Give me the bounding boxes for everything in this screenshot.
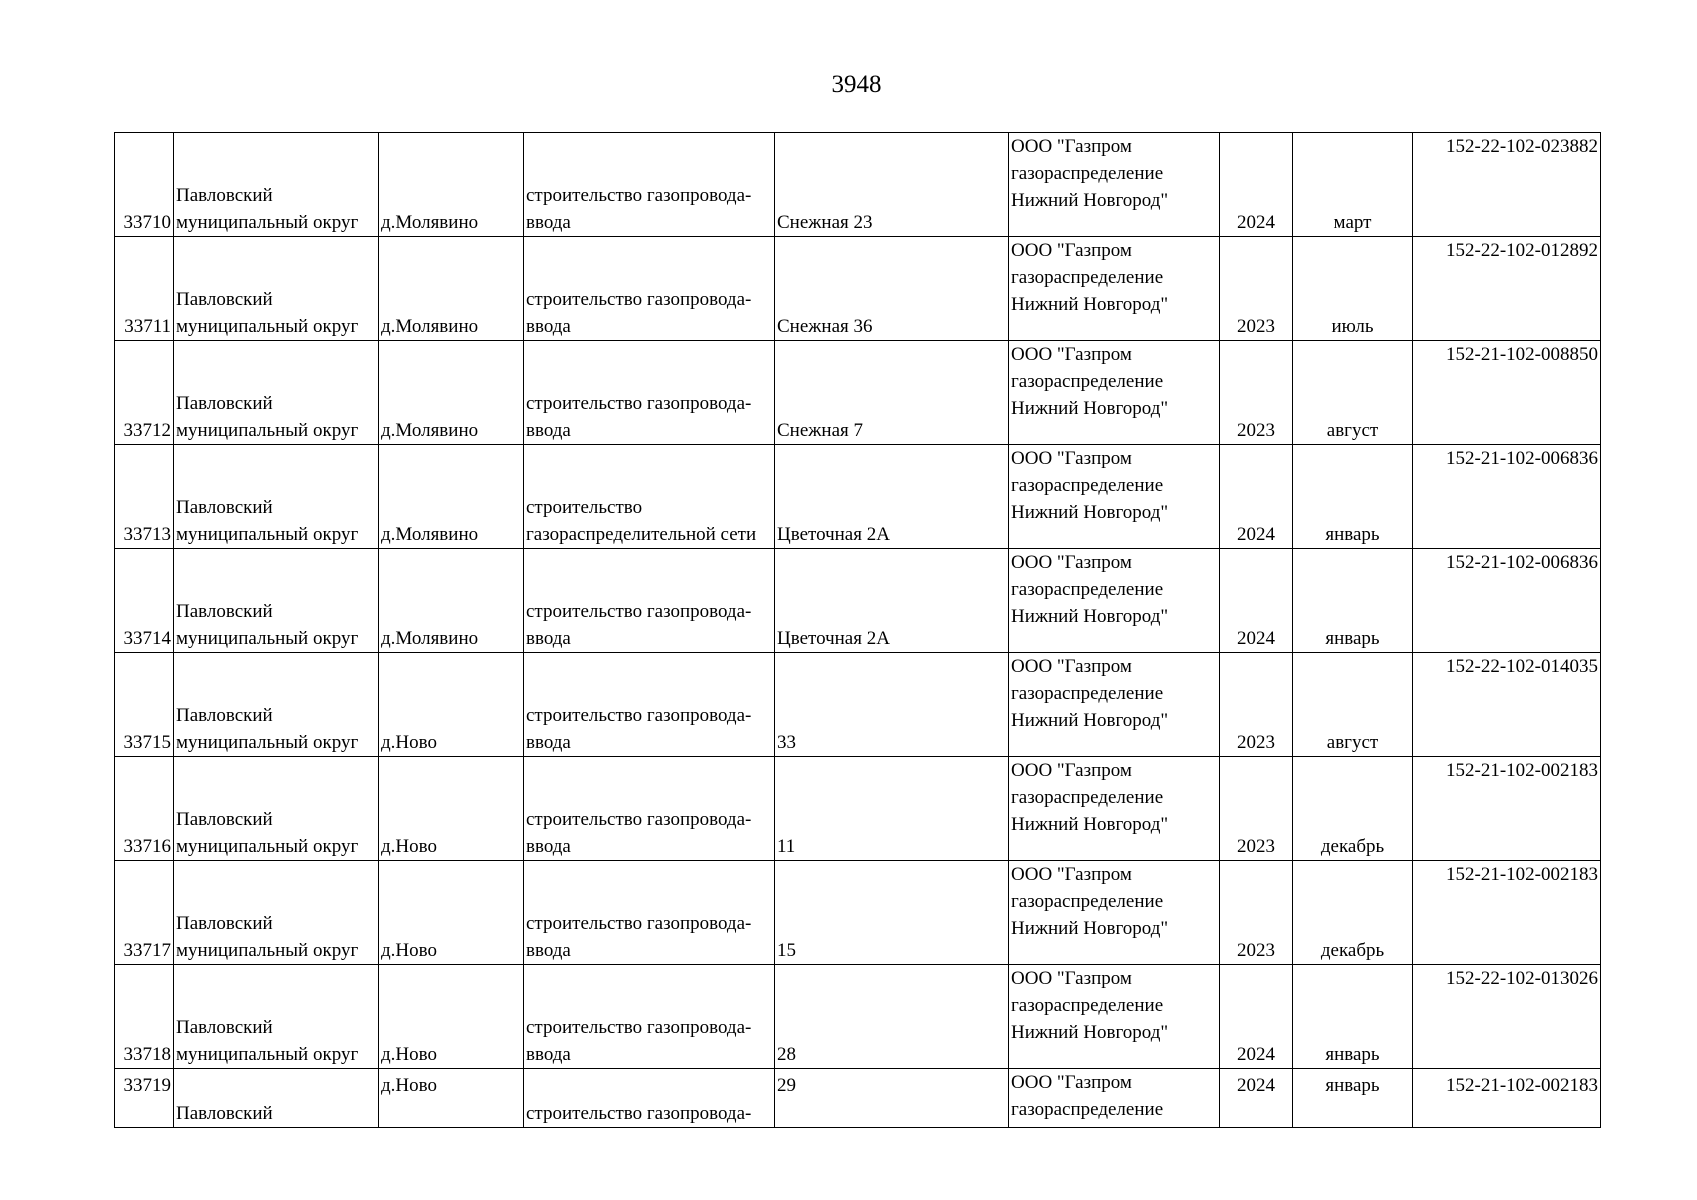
organization-cell	[1009, 757, 1220, 861]
row-id-cell: 33711	[115, 237, 174, 341]
work-type-cell-line: ввода	[526, 420, 571, 441]
work-type-cell-line: строительство газопровода-	[526, 289, 752, 310]
organization-cell	[1009, 861, 1220, 965]
organization-cell-line: ООО "Газпром	[1011, 344, 1132, 365]
organization-cell-line: ООО "Газпром	[1011, 1072, 1132, 1093]
organization-cell-line: ООО "Газпром	[1011, 760, 1132, 781]
district-cell-line: Павловский	[176, 601, 273, 622]
table-row	[115, 861, 1601, 965]
locality-cell: д.Молявино	[379, 341, 524, 445]
district-cell-line: муниципальный округ	[176, 524, 359, 545]
work-type-cell	[524, 549, 775, 653]
work-type-cell-line: ввода	[526, 940, 571, 961]
work-type-cell-line: строительство газопровода-	[526, 1017, 752, 1038]
work-type-cell-line: ввода	[526, 212, 571, 233]
table-row	[115, 445, 1601, 549]
district-cell	[174, 965, 379, 1069]
year-cell: 2024	[1220, 133, 1293, 237]
work-type-cell	[524, 445, 775, 549]
registry-number-cell: 152-21-102-006836	[1413, 549, 1601, 653]
locality-cell: д.Ново	[379, 653, 524, 757]
organization-cell-line: Нижний Новгород"	[1011, 1022, 1169, 1043]
district-cell-line: муниципальный округ	[176, 420, 359, 441]
organization-cell	[1009, 237, 1220, 341]
organization-cell-line: Нижний Новгород"	[1011, 606, 1169, 627]
locality-cell: д.Молявино	[379, 549, 524, 653]
row-id-cell: 33712	[115, 341, 174, 445]
registry-number-cell: 152-21-102-008850	[1413, 341, 1601, 445]
district-cell-line: муниципальный округ	[176, 732, 359, 753]
district-cell-line: Павловский	[176, 497, 273, 518]
work-type-cell-line: строительство газопровода-	[526, 601, 752, 622]
row-id-cell: 33714	[115, 549, 174, 653]
locality-cell: д.Ново	[379, 861, 524, 965]
organization-cell-line: газораспределение	[1011, 995, 1164, 1016]
registry-number-cell: 152-21-102-002183	[1413, 861, 1601, 965]
registry-number-cell: 152-22-102-012892	[1413, 237, 1601, 341]
organization-cell-line: ООО "Газпром	[1011, 240, 1132, 261]
table-row	[115, 653, 1601, 757]
organization-cell-line: Нижний Новгород"	[1011, 294, 1169, 315]
district-cell-line: Павловский	[176, 185, 273, 206]
row-id-cell: 33718	[115, 965, 174, 1069]
month-cell: январь	[1293, 445, 1413, 549]
work-type-cell	[524, 757, 775, 861]
row-id-cell: 33719	[115, 1069, 174, 1128]
organization-cell-line: газораспределение	[1011, 683, 1164, 704]
district-cell-line: муниципальный округ	[176, 628, 359, 649]
locality-cell: д.Молявино	[379, 237, 524, 341]
organization-cell-line: Нижний Новгород"	[1011, 398, 1169, 419]
work-type-cell	[524, 1069, 775, 1128]
district-cell	[174, 653, 379, 757]
work-type-cell	[524, 133, 775, 237]
row-id-cell: 33715	[115, 653, 174, 757]
address-cell: 33	[775, 653, 1009, 757]
registry-table	[114, 132, 1601, 1128]
district-cell-line: муниципальный округ	[176, 212, 359, 233]
year-cell: 2023	[1220, 861, 1293, 965]
work-type-cell-line: строительство	[526, 497, 643, 518]
organization-cell-line: газораспределение	[1011, 1099, 1164, 1120]
registry-number-cell: 152-22-102-023882	[1413, 133, 1601, 237]
organization-cell-line: газораспределение	[1011, 475, 1164, 496]
locality-cell: д.Ново	[379, 1069, 524, 1128]
month-cell: август	[1293, 341, 1413, 445]
address-cell: Цветочная 2А	[775, 549, 1009, 653]
table-body	[115, 133, 1601, 1128]
month-cell: январь	[1293, 1069, 1413, 1128]
work-type-cell-line: газораспределительной сети	[526, 524, 757, 545]
district-cell-line: муниципальный округ	[176, 316, 359, 337]
year-cell: 2024	[1220, 1069, 1293, 1128]
month-cell: январь	[1293, 965, 1413, 1069]
registry-number-cell: 152-21-102-002183	[1413, 1069, 1601, 1128]
year-cell: 2024	[1220, 445, 1293, 549]
work-type-cell-line: ввода	[526, 316, 571, 337]
organization-cell-line: газораспределение	[1011, 371, 1164, 392]
locality-cell: д.Ново	[379, 965, 524, 1069]
organization-cell	[1009, 133, 1220, 237]
locality-cell: д.Ново	[379, 757, 524, 861]
year-cell: 2024	[1220, 965, 1293, 1069]
work-type-cell-line: строительство газопровода-	[526, 185, 752, 206]
month-cell: декабрь	[1293, 757, 1413, 861]
work-type-cell	[524, 341, 775, 445]
organization-cell-line: Нижний Новгород"	[1011, 710, 1169, 731]
district-cell	[174, 1069, 379, 1128]
work-type-cell-line: ввода	[526, 732, 571, 753]
year-cell: 2024	[1220, 549, 1293, 653]
organization-cell	[1009, 549, 1220, 653]
row-id-cell: 33713	[115, 445, 174, 549]
organization-cell	[1009, 1069, 1220, 1128]
organization-cell-line: газораспределение	[1011, 891, 1164, 912]
row-id-cell: 33716	[115, 757, 174, 861]
work-type-cell-line: строительство газопровода-	[526, 393, 752, 414]
district-cell-line: Павловский	[176, 393, 273, 414]
district-cell-line: Павловский	[176, 705, 273, 726]
locality-cell: д.Молявино	[379, 445, 524, 549]
month-cell: август	[1293, 653, 1413, 757]
organization-cell-line: ООО "Газпром	[1011, 552, 1132, 573]
address-cell: 11	[775, 757, 1009, 861]
year-cell: 2023	[1220, 341, 1293, 445]
work-type-cell-line: строительство газопровода-	[526, 705, 752, 726]
table-row	[115, 549, 1601, 653]
work-type-cell-line: строительство газопровода-	[526, 913, 752, 934]
table-row	[115, 341, 1601, 445]
organization-cell	[1009, 965, 1220, 1069]
district-cell-line: муниципальный округ	[176, 1044, 359, 1065]
work-type-cell	[524, 965, 775, 1069]
organization-cell	[1009, 653, 1220, 757]
work-type-cell	[524, 653, 775, 757]
address-cell: Снежная 23	[775, 133, 1009, 237]
district-cell-line: Павловский	[176, 809, 273, 830]
work-type-cell-line: ввода	[526, 1044, 571, 1065]
month-cell: декабрь	[1293, 861, 1413, 965]
work-type-cell	[524, 861, 775, 965]
address-cell: Цветочная 2А	[775, 445, 1009, 549]
table-row	[115, 1069, 1601, 1128]
district-cell-line: Павловский	[176, 289, 273, 310]
organization-cell-line: ООО "Газпром	[1011, 656, 1132, 677]
organization-cell-line: ООО "Газпром	[1011, 136, 1132, 157]
address-cell: 28	[775, 965, 1009, 1069]
table-row	[115, 965, 1601, 1069]
address-cell: Снежная 7	[775, 341, 1009, 445]
district-cell	[174, 341, 379, 445]
month-cell: март	[1293, 133, 1413, 237]
row-id-cell: 33717	[115, 861, 174, 965]
organization-cell-line: Нижний Новгород"	[1011, 918, 1169, 939]
page-number: 3948	[831, 71, 882, 98]
registry-number-cell: 152-21-102-006836	[1413, 445, 1601, 549]
district-cell-line: Павловский	[176, 1017, 273, 1038]
locality-cell: д.Молявино	[379, 133, 524, 237]
organization-cell	[1009, 445, 1220, 549]
work-type-cell	[524, 237, 775, 341]
district-cell	[174, 549, 379, 653]
table-row	[115, 757, 1601, 861]
work-type-cell-line: строительство газопровода-	[526, 809, 752, 830]
organization-cell-line: ООО "Газпром	[1011, 448, 1132, 469]
year-cell: 2023	[1220, 237, 1293, 341]
work-type-cell-line: строительство газопровода-	[526, 1103, 752, 1124]
district-cell-line: Павловский	[176, 1103, 273, 1124]
organization-cell-line: Нижний Новгород"	[1011, 814, 1169, 835]
district-cell	[174, 861, 379, 965]
row-id-cell: 33710	[115, 133, 174, 237]
month-cell: январь	[1293, 549, 1413, 653]
organization-cell-line: газораспределение	[1011, 579, 1164, 600]
organization-cell	[1009, 341, 1220, 445]
district-cell	[174, 237, 379, 341]
organization-cell-line: Нижний Новгород"	[1011, 502, 1169, 523]
registry-number-cell: 152-21-102-002183	[1413, 757, 1601, 861]
address-cell: Снежная 36	[775, 237, 1009, 341]
district-cell	[174, 757, 379, 861]
organization-cell-line: ООО "Газпром	[1011, 864, 1132, 885]
district-cell	[174, 133, 379, 237]
address-cell: 15	[775, 861, 1009, 965]
work-type-cell-line: ввода	[526, 836, 571, 857]
district-cell-line: муниципальный округ	[176, 940, 359, 961]
year-cell: 2023	[1220, 653, 1293, 757]
organization-cell-line: ООО "Газпром	[1011, 968, 1132, 989]
district-cell	[174, 445, 379, 549]
work-type-cell-line: ввода	[526, 628, 571, 649]
organization-cell-line: Нижний Новгород"	[1011, 190, 1169, 211]
address-cell: 29	[775, 1069, 1009, 1128]
table-row	[115, 237, 1601, 341]
registry-number-cell: 152-22-102-014035	[1413, 653, 1601, 757]
district-cell-line: Павловский	[176, 913, 273, 934]
month-cell: июль	[1293, 237, 1413, 341]
table-row	[115, 133, 1601, 237]
registry-number-cell: 152-22-102-013026	[1413, 965, 1601, 1069]
year-cell: 2023	[1220, 757, 1293, 861]
organization-cell-line: газораспределение	[1011, 787, 1164, 808]
organization-cell-line: газораспределение	[1011, 163, 1164, 184]
organization-cell-line: газораспределение	[1011, 267, 1164, 288]
district-cell-line: муниципальный округ	[176, 836, 359, 857]
